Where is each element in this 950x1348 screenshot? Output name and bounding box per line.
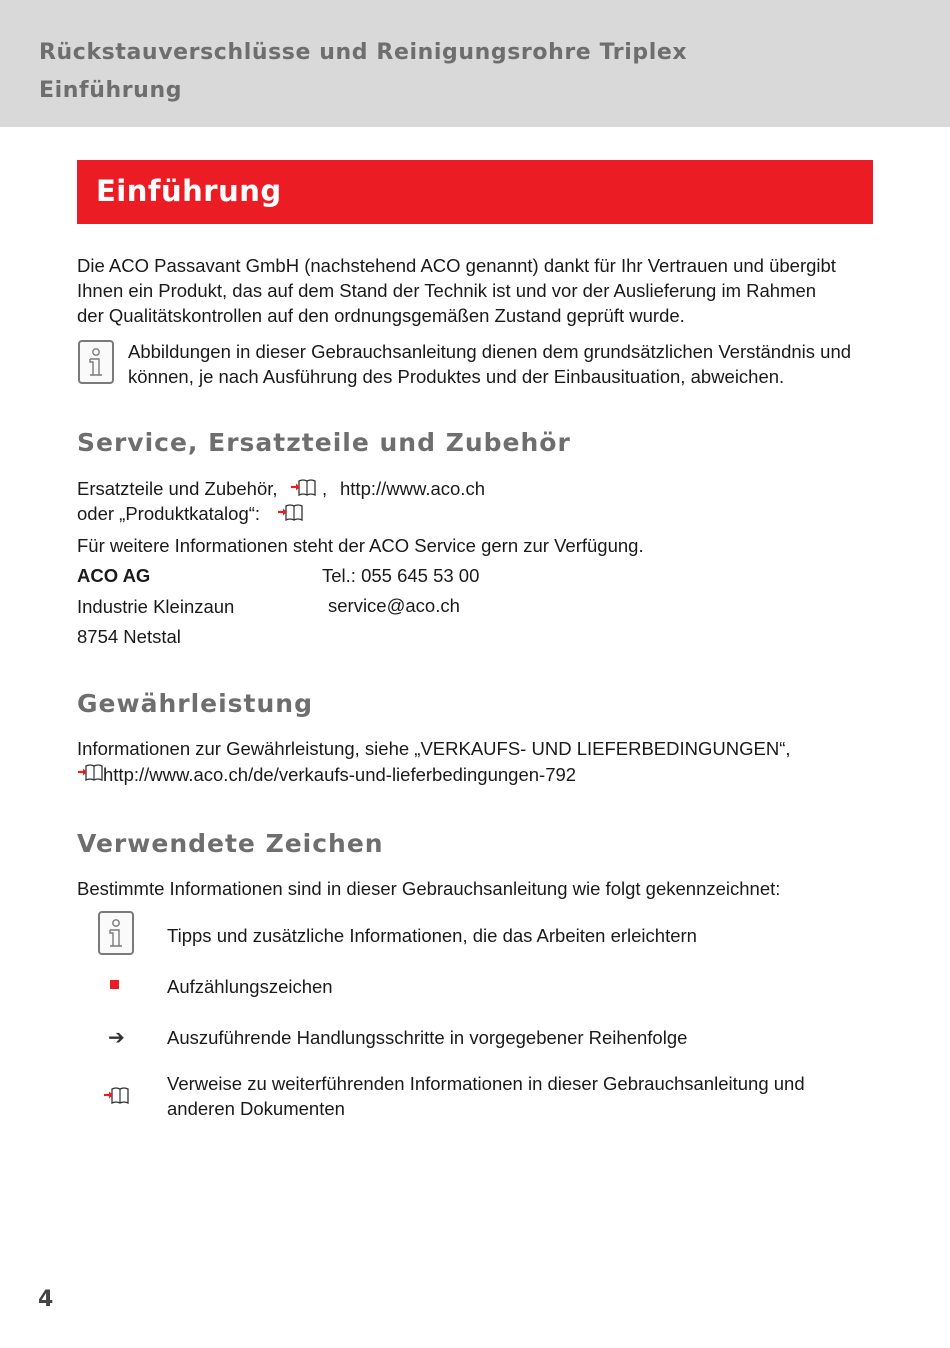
banner-title: Einführung — [96, 174, 282, 208]
warranty-url-link[interactable]: http://www.aco.ch/de/verkaufs-und-lieferbedingungen-792 — [103, 764, 577, 785]
header-title: Rückstauverschlüsse und Reinigungsrohre Triplex — [39, 40, 688, 65]
book-reference-icon — [290, 478, 316, 498]
note-line-1: Abbildungen in dieser Gebrauchsanleitung dienen dem grundsätzlichen Verständnis und — [128, 341, 852, 362]
intro-line-3: der Qualitätskontrollen auf den ordnungsgemäßen Zustand geprüft wurde. — [77, 305, 685, 326]
service-title: Service, Ersatzteile und Zubehör — [77, 428, 571, 457]
sign-item-reference-text-2: anderen Dokumenten — [167, 1098, 345, 1119]
sign-item-info-text: Tipps und zusätzliche Informationen, die das Arbeiten erleichtern — [167, 925, 697, 946]
intro-line-1: Die ACO Passavant GmbH (nachstehend ACO genannt) dankt für Ihr Vertrauen und übergibt — [77, 255, 836, 276]
company-city: 8754 Netstal — [77, 626, 181, 647]
sign-item-reference-text: Verweise zu weiterführenden Informationen in dieser Gebrauchsanleitung und — [167, 1073, 805, 1094]
phone-number: Tel.: 055 645 53 00 — [322, 565, 480, 586]
note-line-2: können, je nach Ausführung des Produktes und der Einbausituation, abweichen. — [128, 366, 785, 387]
arrow-icon: ➔ — [108, 1025, 125, 1049]
info-icon — [78, 340, 114, 384]
warranty-line-1: Informationen zur Gewährleistung, siehe „VERKAUFS- UND LIEFERBEDINGUNGEN“, — [77, 738, 791, 759]
parts-label: Ersatzteile und Zubehör, — [77, 478, 278, 499]
sign-item-bullet-text: Aufzählungszeichen — [167, 976, 333, 997]
page-number: 4 — [38, 1287, 54, 1312]
book-reference-icon — [77, 763, 103, 783]
company-street: Industrie Kleinzaun — [77, 596, 235, 617]
parts-url-link[interactable]: http://www.aco.ch — [340, 478, 485, 499]
book-reference-icon — [277, 503, 303, 523]
parts-separator: , — [322, 478, 328, 499]
warranty-title: Gewährleistung — [77, 689, 313, 718]
book-reference-icon — [103, 1086, 129, 1106]
service-info-text: Für weitere Informationen steht der ACO Service gern zur Verfügung. — [77, 535, 644, 556]
sign-item-arrow-text: Auszuführende Handlungsschritte in vorgegebener Reihenfolge — [167, 1027, 688, 1048]
intro-line-2: Ihnen ein Produkt, das auf dem Stand der Technik ist und vor der Auslieferung im Rahmen — [77, 280, 817, 301]
header-subtitle: Einführung — [39, 78, 183, 103]
signs-intro: Bestimmte Informationen sind in dieser Gebrauchsanleitung wie folgt gekennzeichnet: — [77, 878, 781, 899]
page-header — [0, 0, 950, 127]
info-icon — [98, 911, 134, 955]
email-link[interactable]: service@aco.ch — [328, 595, 460, 616]
company-name: ACO AG — [77, 565, 151, 586]
signs-title: Verwendete Zeichen — [77, 829, 384, 858]
catalog-label: oder „Produktkatalog“: — [77, 503, 261, 524]
section-banner — [77, 160, 873, 224]
bullet-square-icon — [110, 980, 119, 989]
